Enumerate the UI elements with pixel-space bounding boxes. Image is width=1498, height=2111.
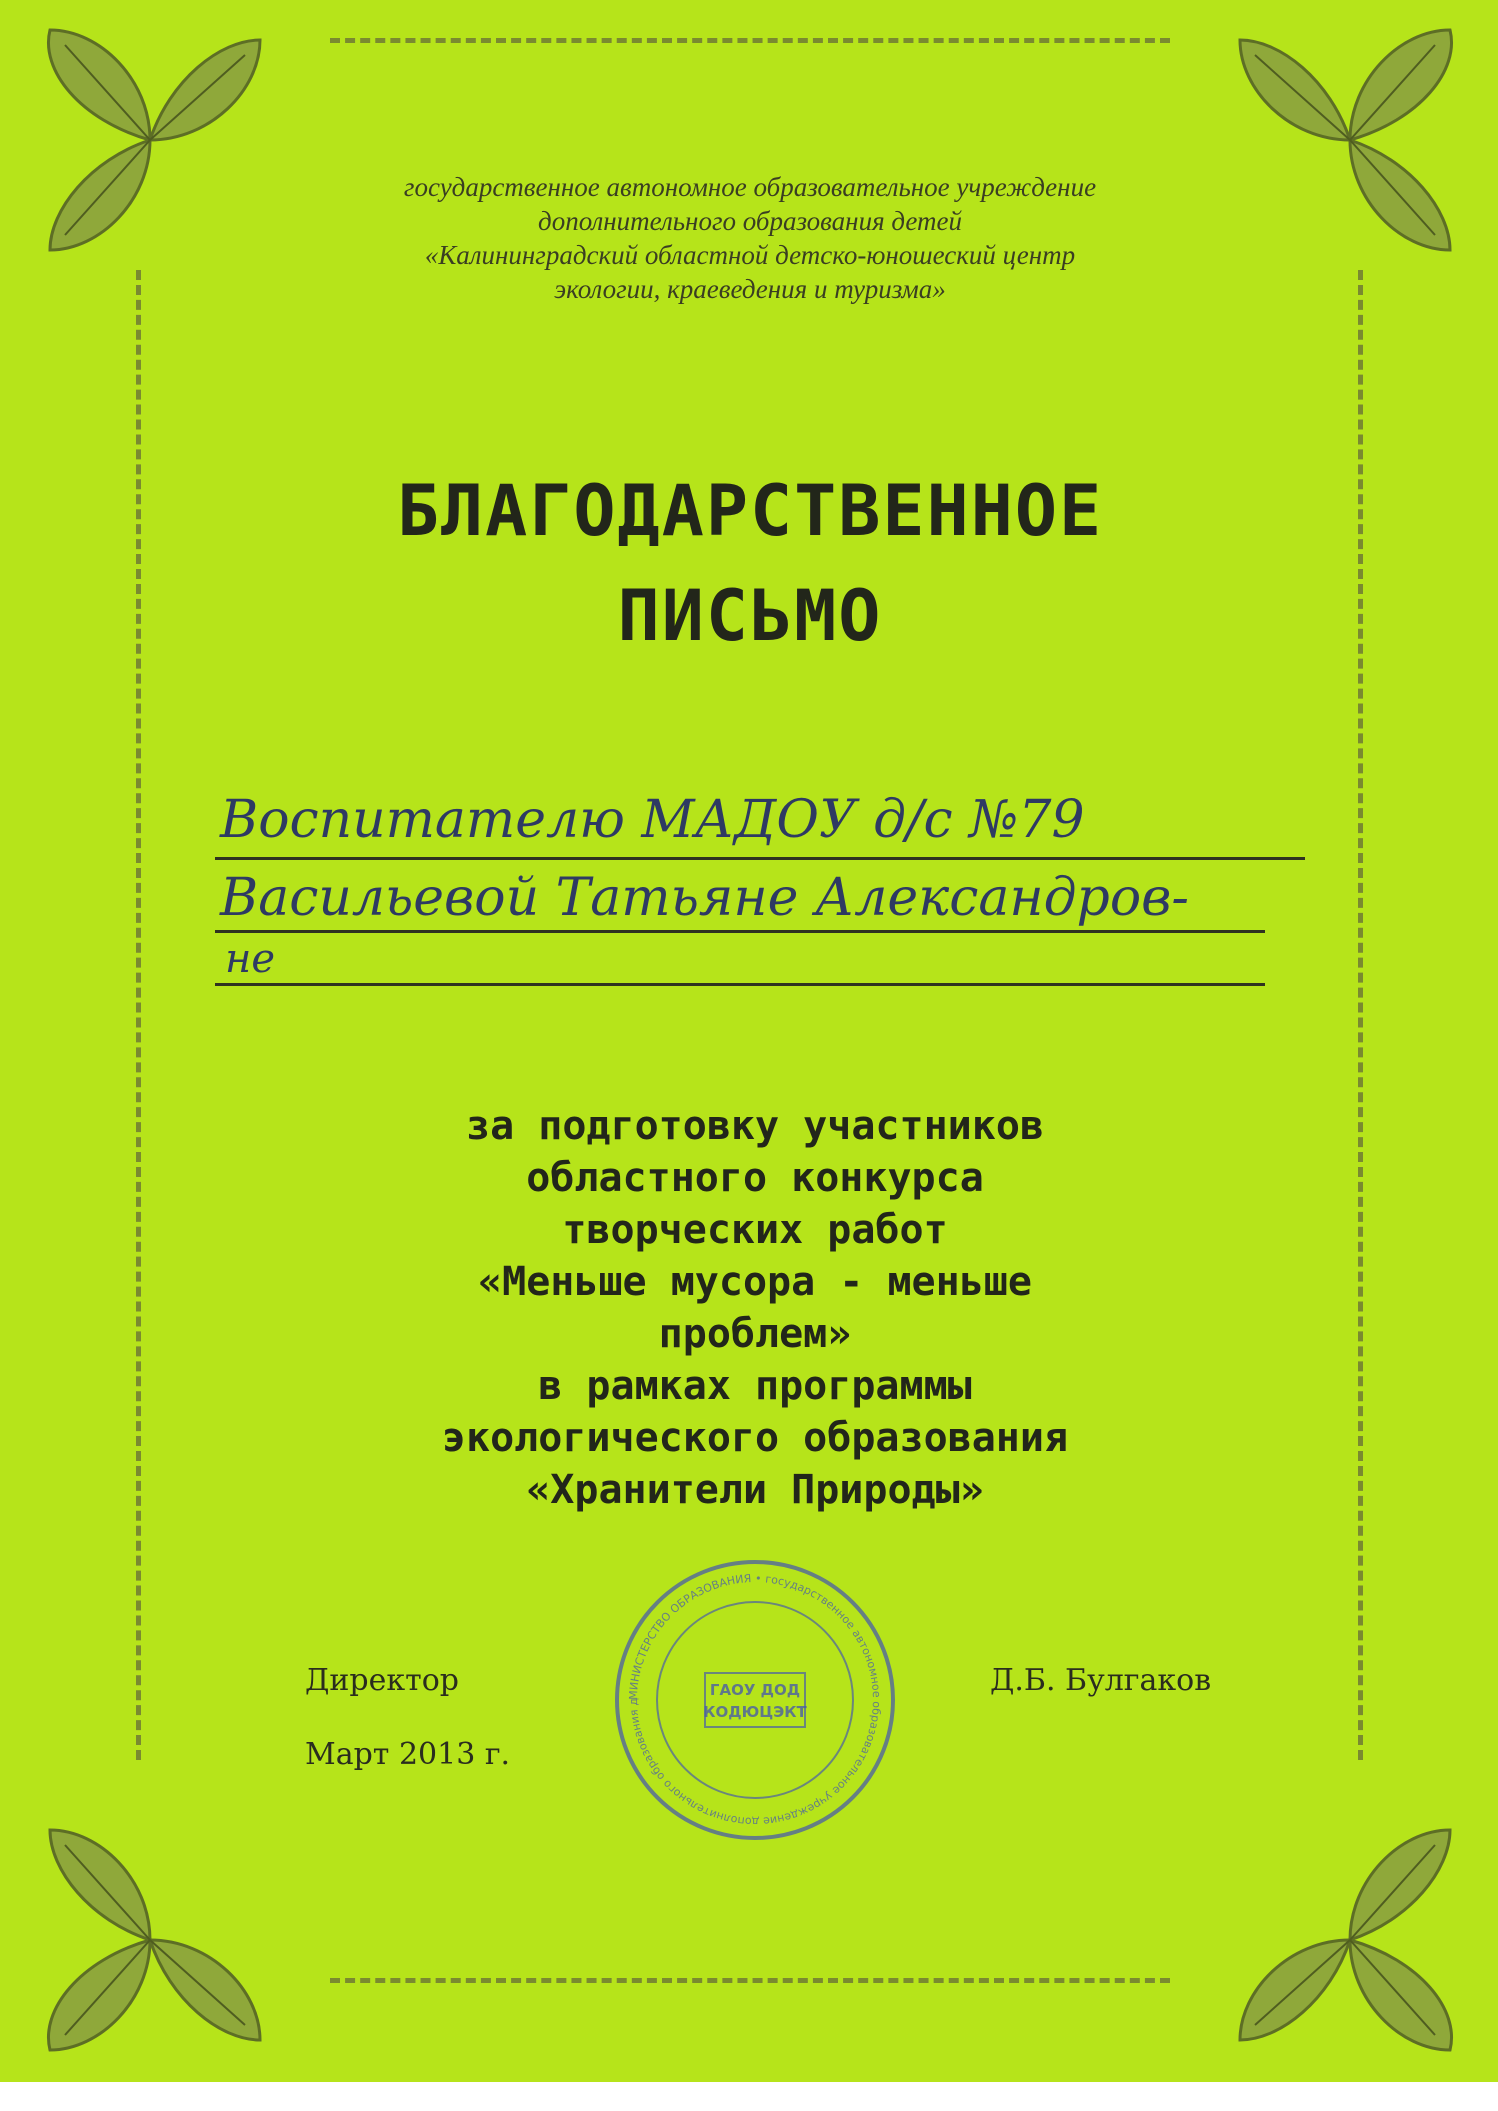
recipient-underline-3 <box>215 983 1265 986</box>
body-line: областного конкурса <box>526 1155 984 1201</box>
frame-left-border <box>136 270 141 1760</box>
leaf-ornament-bottom-left-icon <box>20 1810 280 2070</box>
body-line: «Хранители Природы» <box>526 1467 984 1513</box>
recipient-underline-1 <box>215 857 1305 860</box>
org-line: экологии, краеведения и туризма» <box>554 274 946 304</box>
frame-bottom-border <box>330 1978 1170 1983</box>
recipient-underline-2 <box>215 930 1265 933</box>
stamp-inner-line-2: КОДЮЦЭКТ <box>703 1703 807 1721</box>
recipient-line-2: Васильевой Татьяне Александров- <box>220 868 1189 928</box>
leaf-ornament-top-right-icon <box>1220 10 1480 270</box>
organization-header <box>300 170 1200 306</box>
official-stamp-icon <box>610 1555 900 1845</box>
recipient-line-3: не <box>225 936 276 982</box>
signatory-name: Д.Б. Булгаков <box>990 1663 1212 1698</box>
frame-right-border <box>1358 270 1363 1760</box>
signatory-position: Директор <box>305 1663 459 1698</box>
org-line: государственное автономное образовательное учреждение <box>403 172 1097 202</box>
stamp-inner-line-1: ГАОУ ДОД <box>709 1681 801 1699</box>
letter-body <box>230 1100 1280 1516</box>
frame-top-border <box>330 38 1170 43</box>
stamp-ring-text: МИНИСТЕРСТВО ОБРАЗОВАНИЯ • государственное автономное образовательное учреждение дополнительного образования д <box>626 1571 884 1829</box>
leaf-ornament-bottom-right-icon <box>1220 1810 1480 2070</box>
body-line: «Меньше мусора - меньше <box>478 1259 1032 1305</box>
body-line: проблем» <box>658 1311 852 1357</box>
document-title: БЛАГОДАРСТВЕННОЕ <box>396 470 1104 552</box>
org-line: «Калининградский областной детско-юношеский центр <box>424 240 1076 270</box>
body-line: в рамках программы <box>538 1363 972 1409</box>
org-line: дополнительного образования детей <box>538 206 962 236</box>
letter-date: Март 2013 г. <box>305 1737 511 1772</box>
body-line: за подготовку участников <box>466 1103 1044 1149</box>
document-title-second-line: ПИСЬМО <box>617 575 883 657</box>
leaf-ornament-top-left-icon <box>20 10 280 270</box>
body-line: экологического образования <box>441 1415 1069 1461</box>
recipient-line-1: Воспитателю МАДОУ д/с №79 <box>220 790 1085 850</box>
body-line: творческих работ <box>562 1207 948 1253</box>
